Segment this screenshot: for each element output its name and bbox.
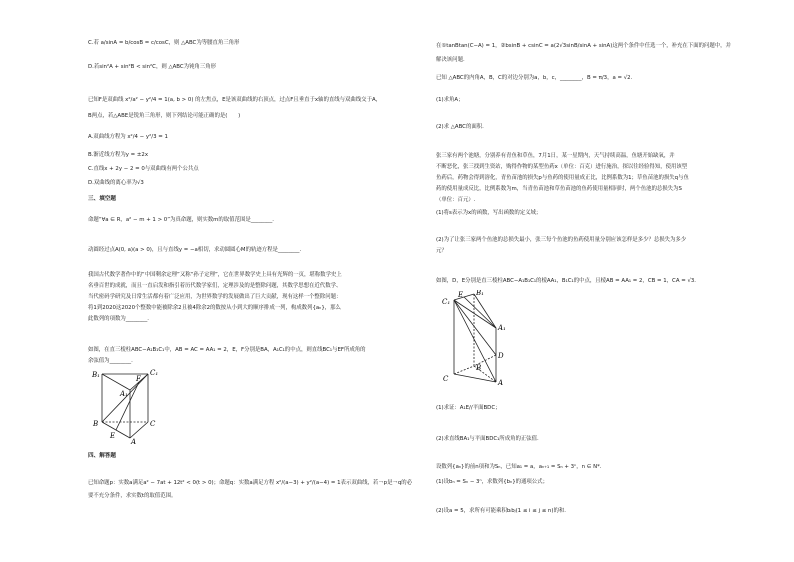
question-9-line2: B两点，若△ABE是锐角三角形，则下列结论可能正确的是( ) xyxy=(88,113,241,119)
fig-right-label-c: C xyxy=(443,375,449,383)
fig-right-label-a1: A₁ xyxy=(498,324,506,332)
fig-right-label-e: E xyxy=(458,291,464,299)
fig-right-label-b1: B₁ xyxy=(476,290,484,297)
prism-part-2: (2)求直线BA₁与平面BDC₁所成角的正弦值. xyxy=(436,436,539,442)
prism-figure-right xyxy=(440,290,520,386)
fish-question-line1: 张三家有两个池塘，分别养有青鱼和草鱼，7月1日，某一星期内，天气持续高温，鱼塘开始缺氧，并 xyxy=(436,153,675,159)
fig-right-label-d: D xyxy=(498,352,504,360)
triangle-part-2: (2)求 △ABC的面积. xyxy=(436,124,484,130)
fig-left-label-b: B xyxy=(93,420,99,428)
fish-question-line4: 药的使用量成反比，比例系数为m，当青鱼苗池和草鱼苗池的鱼药使用量相同时，两个鱼池的总损失为S xyxy=(436,186,682,192)
q9-option-c: C.直线x + 2y − 2 = 0与双曲线有两个公共点 xyxy=(88,166,199,172)
prism-question-line1: 如图，D，E分别是直三棱柱ABC−A₁B₁C₁的棱AA₁，B₁C₁的中点，且棱AB = AA₁ = 2，CB = 1，CA = √3. xyxy=(436,278,697,284)
fish-question-line3: 鱼药后，药物会得到溶化，青鱼苗池的损失p与鱼药的使用量成正比，比例系数为1；草鱼苗池的损失q与鱼 xyxy=(436,175,689,181)
question-9-line1: 已知F是双曲线 x²/a² − y²/4 = 1(a, b > 0) 的左焦点，E是该双曲线的右顶点，过点F且垂直于x轴的直线与双曲线交于A， xyxy=(88,97,382,103)
fill-question-3-line5: 此数列的项数为________. xyxy=(88,316,150,322)
fig-left-label-f: F xyxy=(136,375,141,383)
fill-question-3-line2: 名垂百世的成就，而且一直启发和指引着历代数学家们，定理涉及的是整除问题，其数学思想在近代数学、 xyxy=(88,283,342,289)
section-solve: 四、解答题 xyxy=(88,453,116,459)
fig-left-label-e: E xyxy=(110,432,116,440)
fish-part-2-line1: (2)为了让张三家两个鱼池的总损失最小，张三每个鱼池的鱼药使用量分别应该怎样是多少？总损失为多少 xyxy=(436,237,687,243)
triangle-question-line2: 解决该问题. xyxy=(436,57,465,63)
fill-question-3-line1: 我国古代数学著作中的“中国剩余定理”又称“孙子定理”，它在世界数学史上具有光辉的一页，堪称数学史上 xyxy=(88,272,342,278)
triangle-question-line3: 已知 △ABC的内角A，B，C的对边分别为a，b，c，________，B = π/3，a = √2. xyxy=(436,75,633,81)
fill-question-3-line3: 当代密码学研究及日常生活都有着广泛应用，为世界数学的发展做出了巨大贡献，现有这样一个整除问题： xyxy=(88,294,342,300)
fill-question-4-line2: 余弦值为________. xyxy=(88,358,133,364)
option-c: C.若 a/sinA = b/cosB = c/cosC，则 △ABC为等腰直角三角形 xyxy=(88,40,240,46)
fish-part-1: (1)将s表示为x的函数，写出函数的定义域； xyxy=(436,210,542,216)
fig-left-label-a: A xyxy=(131,438,137,444)
sequence-part-2: (2)设a = 5，求所有可能乘积bᵢbⱼ(1 ≤ i ≤ j ≤ n)的和. xyxy=(436,508,566,514)
q9-option-a: A.双曲线方程为 x²/4 − y²/3 = 1 xyxy=(88,134,168,140)
triangle-question-line1: 在①tanBtan(C−A) = 1，②bsinB + csinC = a(2√3sinB/sinA + sinA)这两个条件中任选一个，补充在下面的问题中，并 xyxy=(436,43,731,49)
fig-right-label-b: B xyxy=(476,364,482,372)
fill-question-1: 命题“∀a ∈ R，a² − m + 1 > 0”为真命题，则实数m的取值范围是________. xyxy=(88,217,275,223)
fill-question-2: 动圆经过点A(0, a)(a > 0)，且与直线y = −a相切，求动圆圆心M的轨迹方程是________. xyxy=(88,247,302,253)
fish-question-line2: 不断恶化，张三找到生资站，购得作物的某型鱼药x（单位：百克）进行施治，探以往经验得知，使用该型 xyxy=(436,164,688,170)
fill-question-4-line1: 如图，在直三棱柱ABC−A₁B₁C₁中，AB = AC = AA₁ = 2，E，F分别是BA，A₁C₁的中点，则直线BC₁与EF所成角的 xyxy=(88,347,366,353)
fish-question-line5: （单位：百元）. xyxy=(436,197,476,203)
q9-option-b: B.渐近线方程为y = ±2x xyxy=(88,152,149,158)
prism-part-1: (1)求证：A₁E//平面BDC； xyxy=(436,405,501,411)
option-d: D.若sin²A + sin²B < sin²C，则 △ABC为钝角三角形 xyxy=(88,64,216,70)
triangle-part-1: (1)求角A； xyxy=(436,97,464,103)
solve-question-1-line1: 已知命题p：实数a满足a² − 7at + 12t² < 0(t > 0)；命题q：实数a满足方程 x²/(a−3) + y²/(a−4) = 1表示双曲线，若￢p是￢q的必 xyxy=(88,480,413,486)
section-fill-in: 三、填空题 xyxy=(88,196,116,202)
fill-question-3-line4: 将1到2020这2020个整数中能被除余2且被4除余2的数按从小到大的顺序排成一列，构成数列{aₙ}，那么 xyxy=(88,305,341,311)
sequence-part-1: (1)设bₙ = Sₙ − 3ⁿ，求数列{bₙ}的通项公式； xyxy=(436,479,548,485)
sequence-question-line1: 设数列{aₙ}的前n项和为Sₙ，已知a₁ = a，aₙ₊₁ = Sₙ + 3ⁿ，n ∈ N*. xyxy=(436,464,602,470)
fig-left-label-c: C xyxy=(150,420,156,428)
q9-option-d: D.双曲线的离心率为√3 xyxy=(88,180,144,186)
fig-left-label-a1: A₁ xyxy=(120,390,128,398)
fig-right-label-c1: C₁ xyxy=(442,298,451,306)
fig-left-label-b1: B₁ xyxy=(92,371,100,379)
fish-part-2-line2: 元？ xyxy=(436,248,447,254)
fig-left-label-c1: C₁ xyxy=(150,369,159,377)
prism-figure-left xyxy=(90,366,162,444)
solve-question-1-line2: 要不充分条件，求实数t的取值范围。 xyxy=(88,493,177,499)
fig-right-label-a: A xyxy=(498,379,504,386)
